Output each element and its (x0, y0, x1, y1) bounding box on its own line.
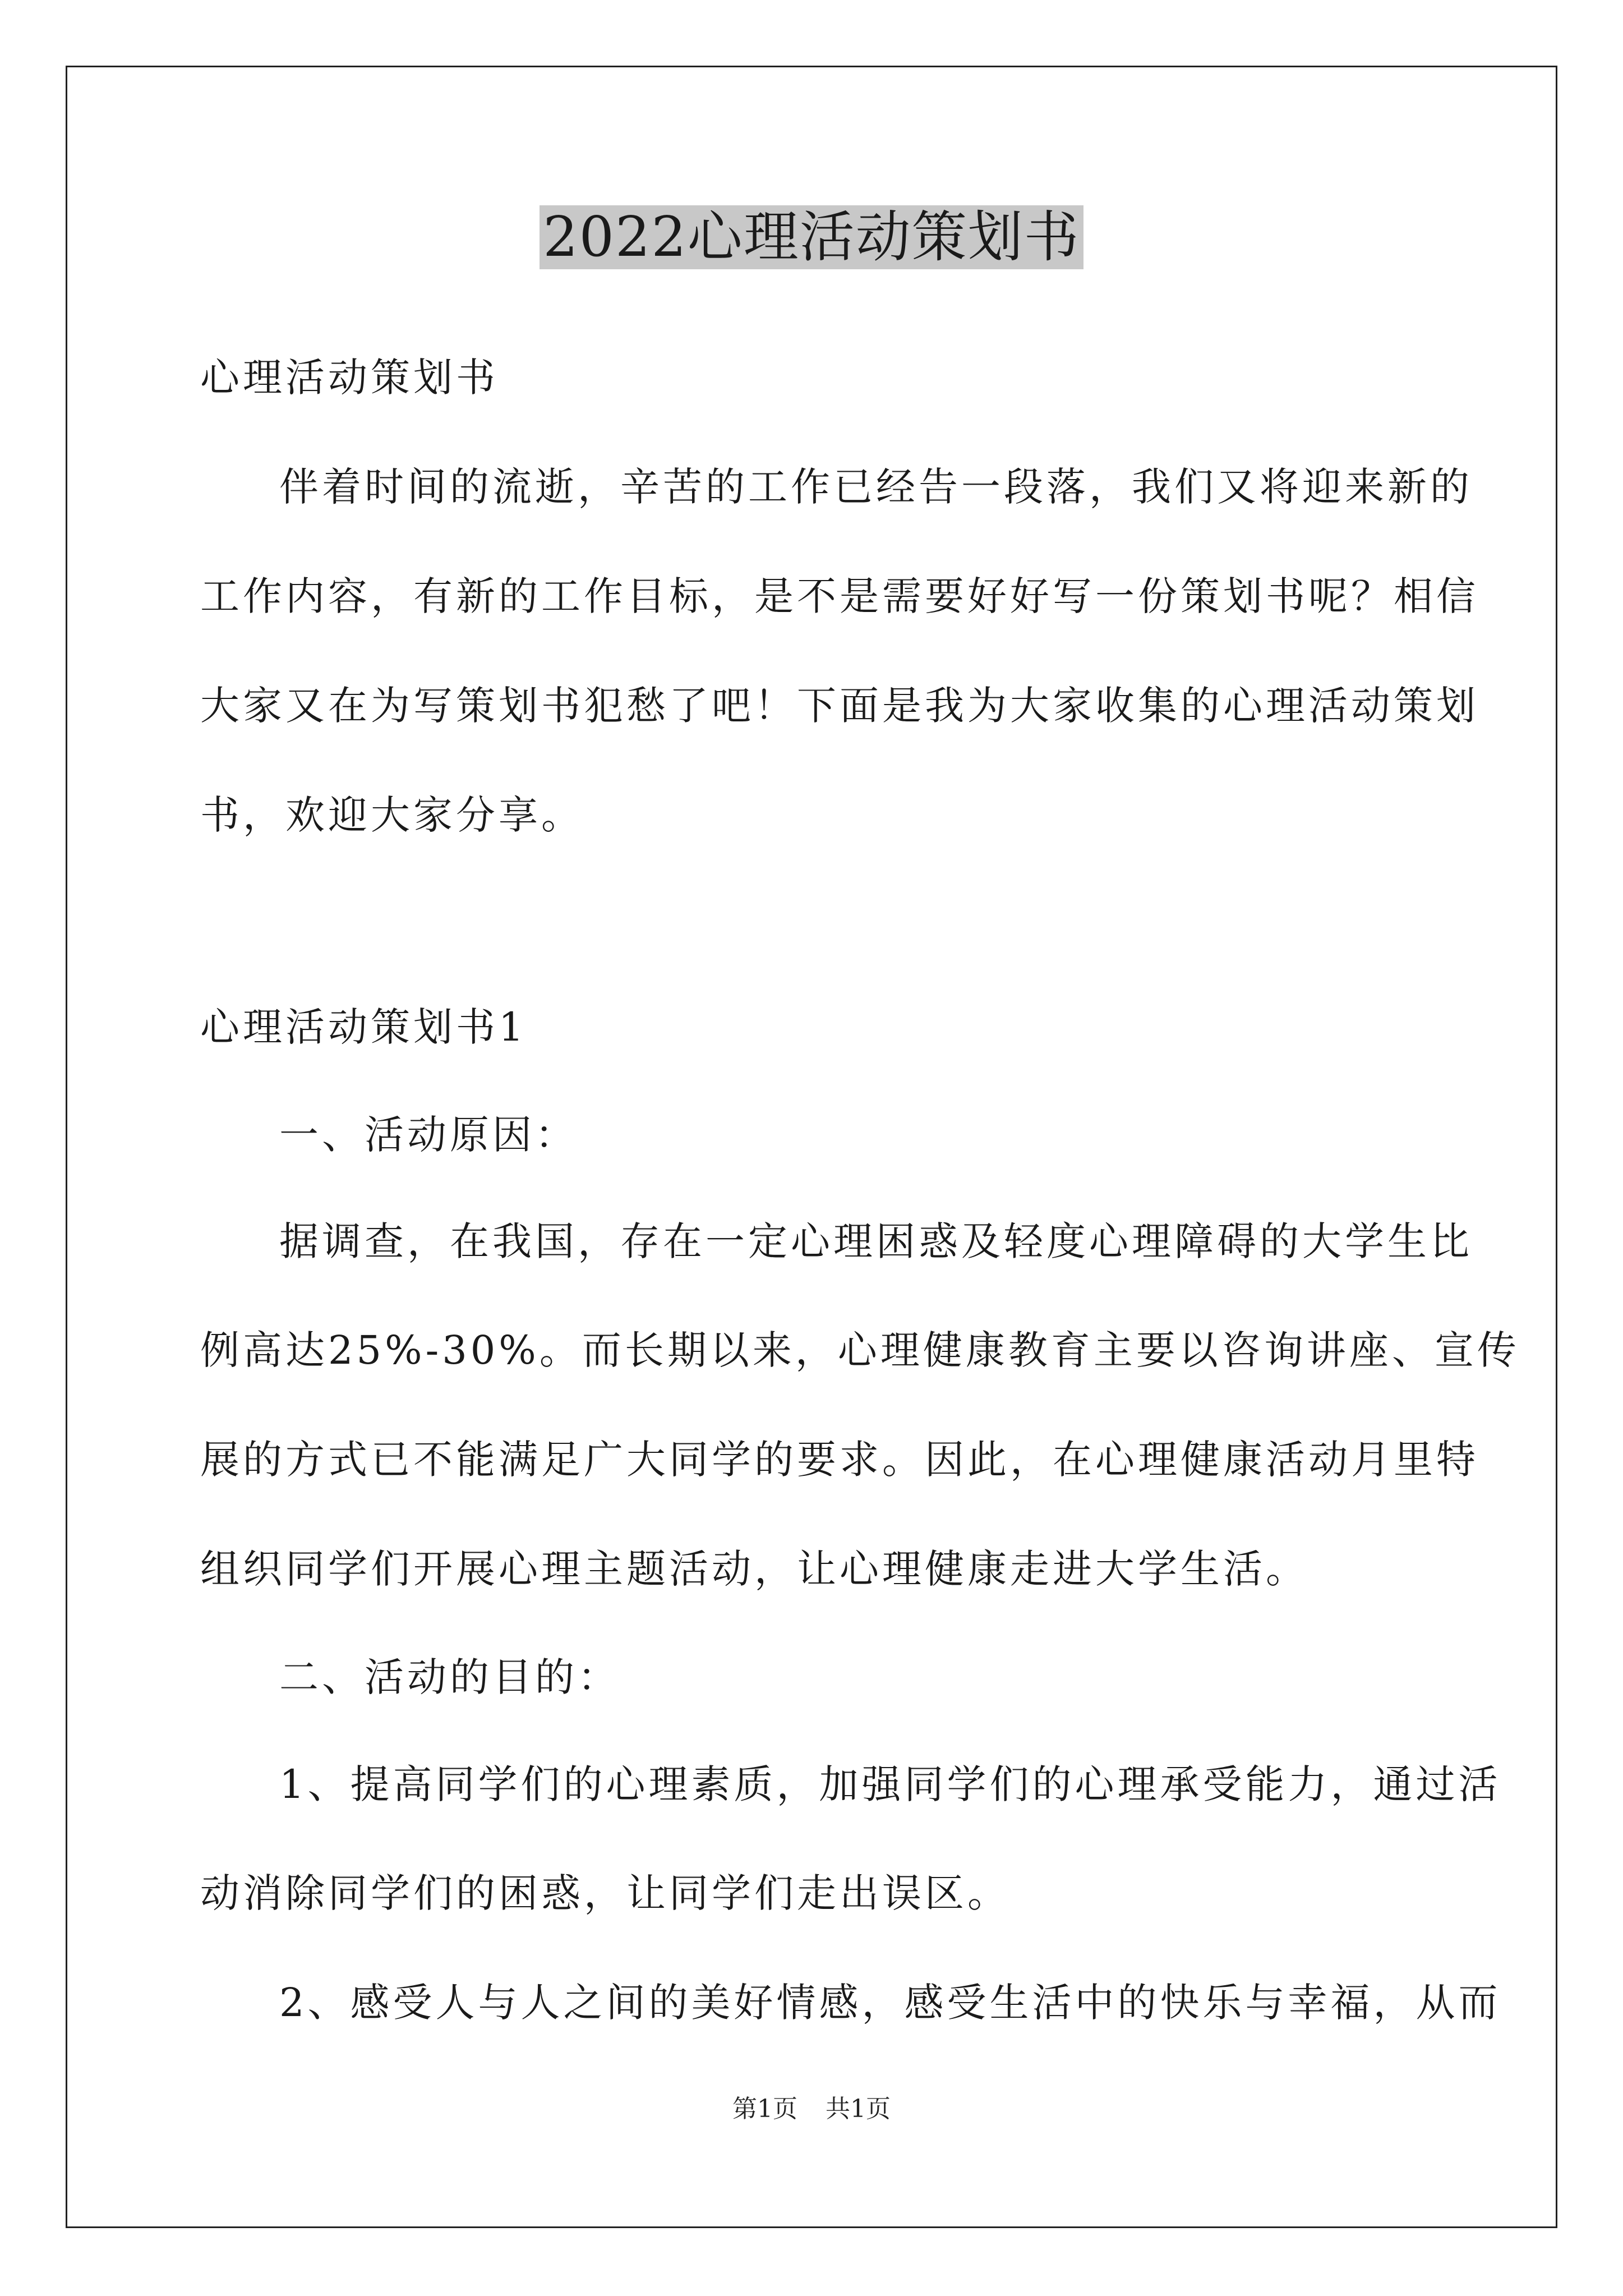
purpose-item-1-line-1: 1、提高同学们的心理素质，加强同学们的心理承受能力，通过活 (279, 1761, 1501, 1807)
intro-paragraph-line-4: 书，欢迎大家分享。 (200, 792, 584, 838)
section-heading-1: 心理活动策划书1 (200, 1004, 527, 1050)
purpose-item-1-line-2: 动消除同学们的困惑，让同学们走出误区。 (200, 1870, 1010, 1916)
intro-paragraph-line-1: 伴着时间的流逝，辛苦的工作已经告一段落，我们又将迎来新的 (279, 464, 1473, 510)
reason-paragraph-line-4: 组织同学们开展心理主题活动，让心理健康走进大学生活。 (200, 1546, 1308, 1592)
document-title (0, 201, 1623, 274)
intro-paragraph-line-2: 工作内容，有新的工作目标，是不是需要好好写一份策划书呢？相信 (200, 573, 1479, 619)
page-footer (0, 2092, 1623, 2126)
reason-paragraph-line-3: 展的方式已不能满足广大同学的要求。因此，在心理健康活动月里特 (200, 1437, 1479, 1483)
intro-paragraph-line-3: 大家又在为写策划书犯愁了吧！下面是我为大家收集的心理活动策划 (200, 683, 1479, 729)
reason-paragraph-line-2: 例高达25%-30%。而长期以来，心理健康教育主要以咨询讲座、宣传 (200, 1327, 1520, 1373)
document-title-text: 2022心理活动策划书 (540, 205, 1083, 269)
intro-heading: 心理活动策划书 (200, 355, 499, 401)
subheading-activity-reason: 一、活动原因： (279, 1112, 578, 1158)
page-number-total: 共1页 (826, 2095, 891, 2123)
purpose-item-2-line-1: 2、感受人与人之间的美好情感，感受生活中的快乐与幸福，从而 (279, 1980, 1501, 2026)
subheading-activity-purpose: 二、活动的目的： (279, 1654, 620, 1700)
reason-paragraph-line-1: 据调查，在我国，存在一定心理困惑及轻度心理障碍的大学生比 (279, 1218, 1473, 1264)
page-number-current: 第1页 (732, 2095, 797, 2123)
